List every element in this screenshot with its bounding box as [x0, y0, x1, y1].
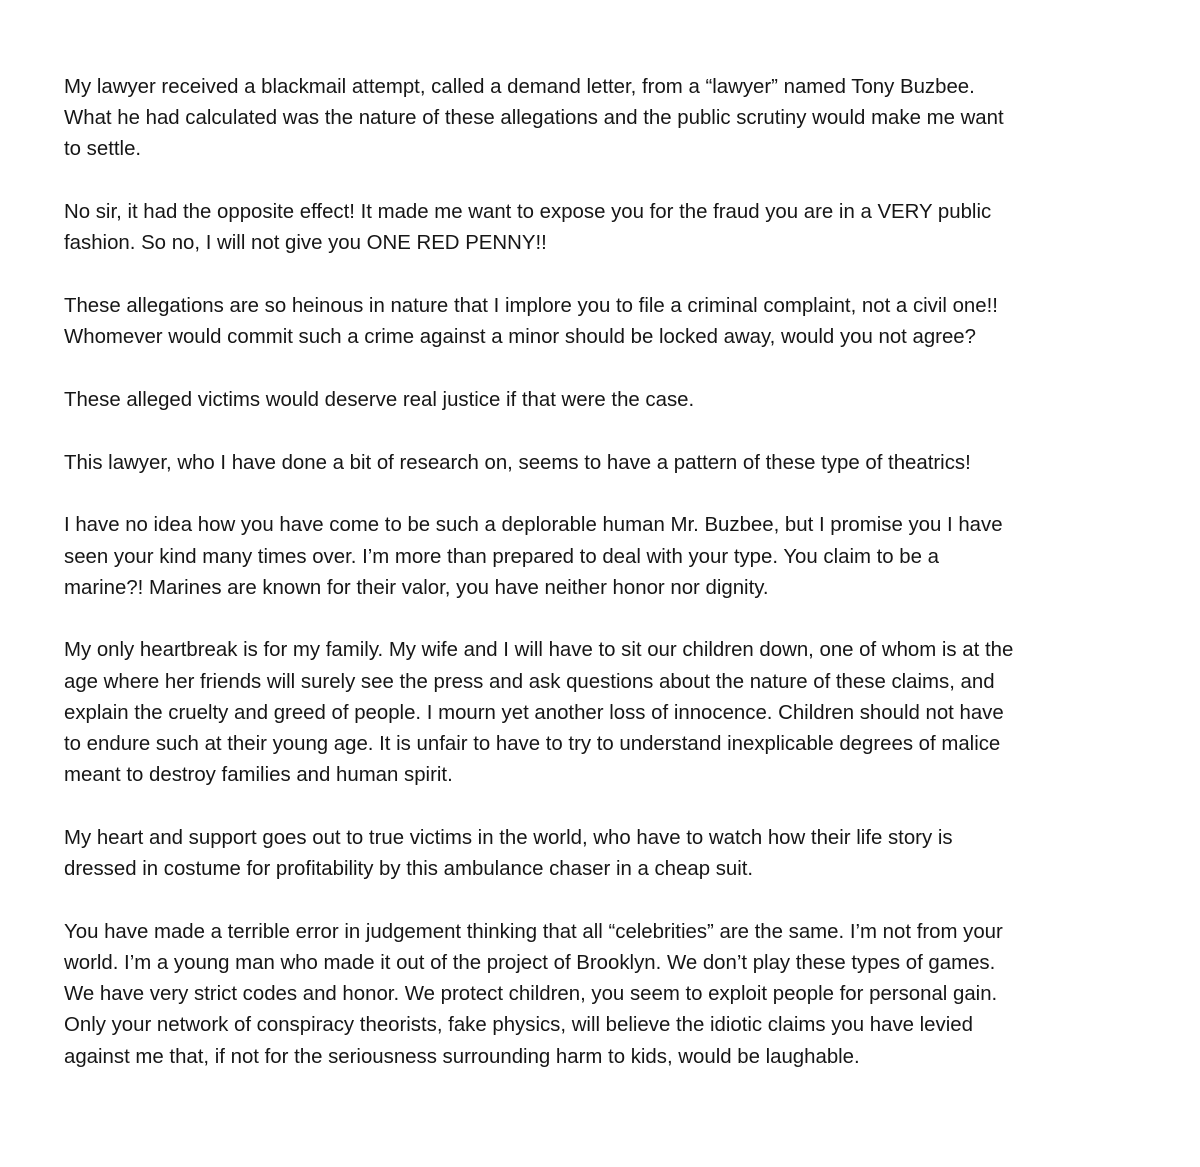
text-line: My heart and support goes out to true victims in the world, who have to watch how their life story is: [64, 826, 953, 849]
text-line: My only heartbreak is for my family. My wife and I will have to sit our children down, one of whom is at the: [64, 639, 1014, 662]
text-line: marine?! Marines are known for their valor, you have neither honor nor dignity.: [64, 576, 769, 599]
paragraph-criminal-complaint: [64, 291, 1154, 353]
text-line: to settle.: [64, 138, 142, 161]
text-line: fashion. So no, I will not give you ONE RED PENNY!!: [64, 232, 547, 255]
paragraph-true-victims: [64, 823, 1154, 885]
text-line: against me that, if not for the seriousness surrounding harm to kids, would be laughable.: [64, 1045, 860, 1068]
text-line: You have made a terrible error in judgement thinking that all “celebrities” are the same. I’m not from your: [64, 920, 1003, 943]
text-line: No sir, it had the opposite effect! It made me want to expose you for the fraud you are in a VERY public: [64, 201, 992, 224]
statement-document: [64, 72, 1154, 1104]
paragraph-family-heartbreak: [64, 635, 1154, 791]
text-line: meant to destroy families and human spirit.: [64, 764, 453, 787]
text-line: This lawyer, who I have done a bit of research on, seems to have a pattern of these type of theatrics!: [64, 451, 971, 474]
text-line: dressed in costume for profitability by this ambulance chaser in a cheap suit.: [64, 858, 754, 881]
text-line: What he had calculated was the nature of these allegations and the public scrutiny would make me want: [64, 107, 1004, 130]
text-line: seen your kind many times over. I’m more than prepared to deal with your type. You claim to be a: [64, 545, 939, 568]
text-line: to endure such at their young age. It is unfair to have to try to understand inexplicable degrees of malice: [64, 733, 1001, 756]
paragraph-lawyer-pattern: [64, 448, 1154, 479]
text-line: Only your network of conspiracy theorists, fake physics, will believe the idiotic claims you have levied: [64, 1014, 973, 1037]
text-line: I have no idea how you have come to be such a deplorable human Mr. Buzbee, but I promise you I have: [64, 514, 1003, 537]
text-line: My lawyer received a blackmail attempt, called a demand letter, from a “lawyer” named Tony Buzbee.: [64, 76, 975, 98]
text-line: explain the cruelty and greed of people. I mourn yet another loss of innocence. Children should not have: [64, 701, 1004, 724]
paragraph-terrible-error: [64, 917, 1154, 1073]
paragraph-demand-letter: [64, 72, 1154, 166]
text-line: We have very strict codes and honor. We protect children, you seem to exploit people for personal gain.: [64, 983, 998, 1006]
paragraph-opposite-effect: [64, 197, 1154, 259]
text-line: These allegations are so heinous in nature that I implore you to file a criminal complaint, not a civil one!!: [64, 295, 998, 318]
text-line: world. I’m a young man who made it out of the project of Brooklyn. We don’t play these types of games.: [64, 952, 996, 975]
paragraph-real-justice: [64, 385, 1154, 416]
text-line: age where her friends will surely see the press and ask questions about the nature of these claims, and: [64, 670, 995, 693]
text-line: These alleged victims would deserve real justice if that were the case.: [64, 388, 695, 411]
paragraph-deplorable: [64, 510, 1154, 604]
text-line: Whomever would commit such a crime against a minor should be locked away, would you not agree?: [64, 326, 976, 349]
